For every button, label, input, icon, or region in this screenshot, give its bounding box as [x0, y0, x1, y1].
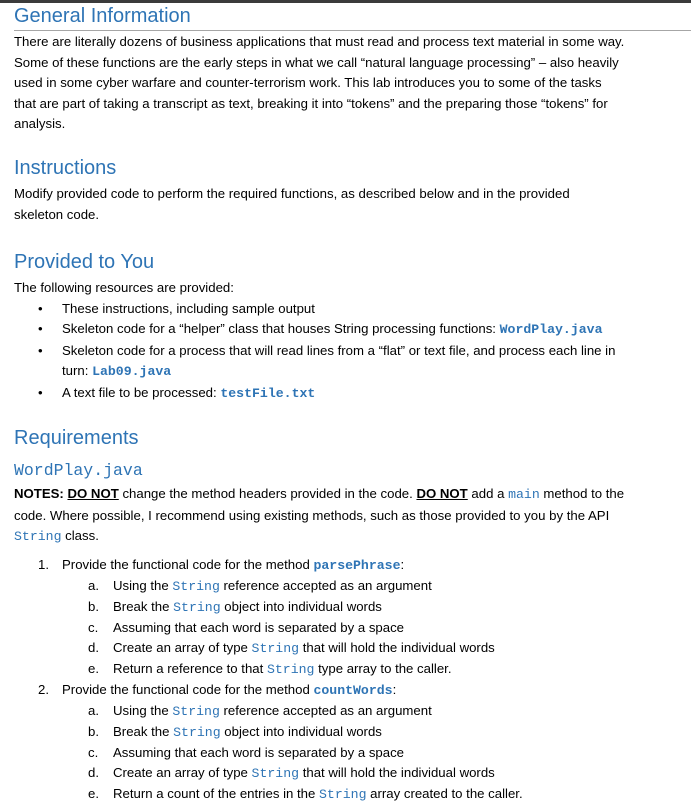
substep-text: Using the — [113, 703, 173, 718]
substep-text: reference accepted as an argument — [219, 578, 432, 593]
substep-letter: e. — [88, 661, 99, 676]
substep-letter: d. — [88, 640, 99, 655]
item-text: A text file to be processed: — [62, 384, 221, 400]
paragraph-line: Some of these functions are the early steps in what we call “natural language processing” – also heavily — [14, 54, 619, 70]
provided-heading: Provided to You — [14, 251, 155, 273]
substep-letter: c. — [88, 620, 99, 635]
substep-list — [62, 576, 684, 680]
item-text: Skeleton code for a process that will read lines from a “flat” or text file, and process each line in — [62, 342, 616, 358]
method-name: countWords — [313, 683, 393, 698]
code-term: String — [251, 641, 300, 656]
list-item — [14, 319, 684, 341]
paragraph-line: that are part of taking a transcript as text, breaking it into “tokens” and the preparing those “tokens” for — [14, 95, 608, 111]
item-text: turn: — [62, 363, 93, 378]
provided-intro: The following resources are provided: — [14, 280, 234, 295]
instructions-paragraph — [14, 184, 684, 225]
step-number: 2. — [38, 682, 49, 697]
substep-item — [62, 659, 684, 680]
provided-section — [14, 278, 684, 404]
bullet-icon: • — [38, 300, 43, 316]
paragraph-line: Modify provided code to perform the required functions, as described below and in the provided — [14, 186, 570, 201]
step-text: : — [400, 557, 405, 572]
substep-item — [62, 618, 684, 638]
list-item — [14, 299, 684, 320]
substep-text: that will hold the individual words — [299, 765, 495, 780]
step-number: 1. — [38, 557, 49, 572]
notes-paragraph — [14, 484, 684, 548]
substep-item — [62, 743, 684, 763]
substep-text: object into individual words — [220, 724, 382, 739]
step-item — [14, 555, 684, 680]
substep-text: Break the — [113, 724, 174, 739]
code-term: String — [266, 662, 315, 677]
bullet-icon: • — [38, 384, 43, 400]
file-name: Lab09.java — [92, 364, 172, 379]
notes-text: add a — [467, 486, 509, 501]
step-text: Provide the functional code for the method — [62, 557, 314, 572]
notes-line — [14, 484, 684, 506]
emphasis: DO NOT — [67, 486, 119, 501]
file-name: testFile.txt — [220, 385, 316, 401]
substep-text: Assuming that each word is separated by a space — [113, 745, 405, 760]
step-text: Provide the functional code for the method — [62, 682, 314, 697]
notes-text: change the method headers provided in the code. — [118, 486, 417, 501]
general-info-heading: General Information — [14, 5, 191, 27]
substep-letter: b. — [88, 724, 99, 739]
code-term: main — [508, 487, 540, 502]
item-text: Skeleton code for a “helper” class that houses String processing functions: — [62, 321, 500, 336]
notes-label: NOTES: — [14, 486, 68, 501]
substep-text: Create an array of type — [113, 640, 252, 655]
code-term: String — [173, 600, 221, 615]
heading-underline — [14, 30, 691, 31]
substep-text: Using the — [113, 578, 173, 593]
paragraph-line: analysis. — [14, 116, 66, 131]
paragraph-line: There are literally dozens of business applications that must read and process text material in some way. — [14, 34, 625, 49]
substep-letter: b. — [88, 599, 99, 614]
step-text: : — [392, 682, 397, 697]
substep-letter: e. — [88, 786, 99, 801]
notes-line — [14, 526, 684, 548]
emphasis: DO NOT — [416, 486, 468, 501]
step-item — [14, 680, 684, 805]
file-name: WordPlay.java — [499, 322, 603, 337]
item-text: These instructions, including sample output — [62, 300, 315, 316]
paragraph-line: skeleton code. — [14, 206, 100, 222]
general-info-paragraph — [14, 32, 684, 135]
substep-text: Break the — [113, 599, 174, 614]
substep-item — [62, 763, 684, 784]
list-item — [14, 383, 684, 405]
substep-letter: c. — [88, 745, 99, 760]
code-term: String — [172, 579, 220, 594]
code-term: String — [251, 766, 300, 781]
method-name: parsePhrase — [313, 558, 401, 573]
code-term: String — [172, 704, 220, 719]
code-term: String — [319, 787, 367, 802]
substep-item — [62, 784, 684, 805]
bullet-icon: • — [38, 342, 43, 358]
substep-letter: a. — [88, 703, 99, 718]
substep-text: Create an array of type — [113, 765, 252, 780]
code-term: String — [173, 725, 221, 740]
substep-text: object into individual words — [220, 599, 382, 614]
substep-item — [62, 638, 684, 659]
requirements-heading: Requirements — [14, 427, 139, 449]
resource-list — [14, 299, 684, 405]
substep-text: type array to the caller. — [314, 661, 452, 676]
list-item — [14, 341, 684, 383]
substep-text: Assuming that each word is separated by a space — [113, 620, 405, 635]
substep-letter: a. — [88, 578, 99, 593]
substep-text: Return a reference to that — [113, 661, 267, 676]
notes-line: code. Where possible, I recommend using existing methods, such as those provided to you by the API — [14, 507, 610, 523]
notes-text: class. — [61, 528, 99, 543]
bullet-icon: • — [38, 321, 43, 336]
substep-item — [62, 576, 684, 597]
substep-text: that will hold the individual words — [299, 640, 495, 655]
notes-text: method to the — [539, 486, 625, 501]
wordplay-subheading: WordPlay.java — [14, 461, 143, 480]
substep-list — [62, 701, 684, 805]
steps-list — [14, 555, 684, 805]
substep-text: Return a count of the entries in the — [113, 786, 319, 801]
paragraph-line: used in some cyber warfare and counter-terrorism work. This lab introduces you to some of the tasks — [14, 75, 602, 90]
instructions-heading: Instructions — [14, 157, 117, 179]
substep-letter: d. — [88, 765, 99, 780]
substep-item — [62, 722, 684, 743]
substep-item — [62, 597, 684, 618]
code-term: String — [14, 529, 62, 544]
substep-text: array created to the caller. — [366, 786, 523, 801]
substep-item — [62, 701, 684, 722]
substep-text: reference accepted as an argument — [219, 703, 432, 718]
